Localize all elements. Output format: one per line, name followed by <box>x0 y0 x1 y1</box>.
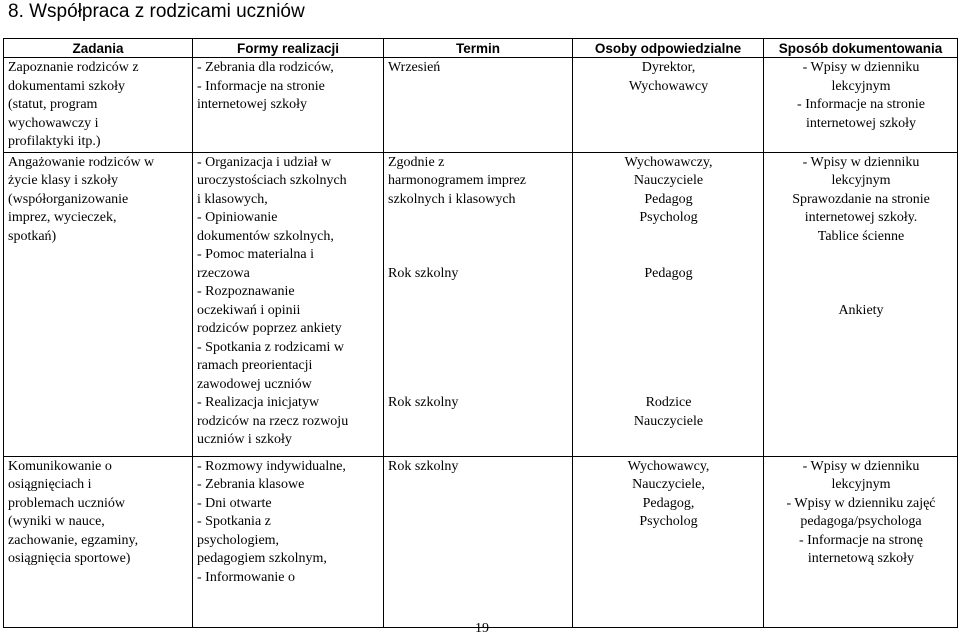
cell-text-line: profilaktyki itp.) <box>8 134 101 149</box>
cell-text-line: Nauczyciele <box>633 173 704 188</box>
cell-text-line: Psycholog <box>639 210 698 225</box>
cell-text-line: harmonogramem imprez <box>388 173 527 188</box>
cell-text-line: Pedagog <box>644 265 693 281</box>
cooperation-table <box>3 38 958 628</box>
page-number: 19 <box>475 621 489 636</box>
cell-text-line: zachowanie, egzaminy, <box>8 532 139 548</box>
cell-text-line: dokumentami szkoły <box>8 78 126 94</box>
cell-text-line: uroczystościach szkolnych <box>197 173 347 188</box>
cell-sposob-dokumentowania <box>764 152 958 456</box>
cell-text-line: Rok szkolny <box>388 265 459 281</box>
cell-text-line: Tablice ścienne <box>817 228 905 244</box>
cell-termin <box>384 58 573 153</box>
header-formy-realizacji: Formy realizacji <box>193 39 384 58</box>
cell-text-line: - Dni otwarte <box>197 495 272 511</box>
cell-text-line: internetowej szkoły <box>197 97 308 112</box>
cell-text-line: Wrzesień <box>388 60 441 75</box>
cell-text-line: Zapoznanie rodziców z <box>8 60 139 75</box>
cell-text-line: ramach preorientacji <box>197 358 313 373</box>
cell-text-line: wychowawczy i <box>8 115 99 131</box>
cell-text-line: imprez, wycieczek, <box>8 210 117 225</box>
cell-formy-realizacji <box>193 58 384 153</box>
cell-text-line: lekcyjnym <box>831 173 891 188</box>
cell-text-line: internetowej szkoły. <box>804 210 918 225</box>
cell-text-line: - Realizacja inicjatyw <box>197 395 320 410</box>
cell-text-line: Angażowanie rodziców w <box>8 154 155 170</box>
cell-zadania <box>4 456 193 627</box>
cell-text-line: rzeczowa <box>197 265 250 281</box>
cell-text-line: - Informacje na stronę <box>799 532 923 548</box>
cell-text-line: - Spotkania z rodzicami w <box>197 339 344 355</box>
cell-text-line: (statut, program <box>8 97 98 112</box>
cell-text-line: rodziców na rzecz rozwoju <box>197 413 349 429</box>
table-row <box>4 456 958 627</box>
cell-text-line: Nauczyciele <box>633 413 704 429</box>
cell-text-line: oczekiwań i opinii <box>197 302 301 318</box>
cell-text-line: Dyrektor, <box>641 60 696 75</box>
cell-text-line: - Wpisy w dzienniku zajęć <box>786 495 936 511</box>
cell-text-line: - Rozmowy indywidualne, <box>197 458 346 474</box>
cell-text-line: - Informacje na stronie <box>197 78 325 94</box>
cell-text-line: - Pomoc materialna i <box>197 247 315 262</box>
cell-text-line: Wychowawcy, <box>627 458 710 474</box>
cell-text-line: pedagoga/psychologa <box>800 514 922 529</box>
cell-text-line: szkolnych i klasowych <box>388 191 516 207</box>
table-header-row <box>4 39 958 58</box>
cell-text-line: Ankiety <box>838 302 884 318</box>
cell-osoby-odpowiedzialne <box>573 456 764 627</box>
cell-text-line: dokumentów szkolnych, <box>197 228 334 244</box>
cell-text-line: - Wpisy w dzienniku <box>802 60 920 75</box>
header-termin: Termin <box>384 39 573 58</box>
header-zadania: Zadania <box>4 39 193 58</box>
cell-text-line: Komunikowanie o <box>8 458 112 474</box>
cell-text-line: - Informowanie o <box>197 569 295 585</box>
cell-text-line: - Wpisy w dzienniku <box>802 154 920 170</box>
cell-text-line: - Rozpoznawanie <box>197 284 295 299</box>
cell-osoby-odpowiedzialne <box>573 152 764 456</box>
cell-formy-realizacji <box>193 456 384 627</box>
cell-termin <box>384 152 573 456</box>
cell-text-line: osiągnięcia sportowe) <box>8 551 131 566</box>
cell-text-line: Wychowawcy <box>628 78 709 94</box>
cell-zadania <box>4 152 193 456</box>
cell-text-line: Rok szkolny <box>388 458 459 474</box>
cell-text-line: Pedagog, <box>642 495 695 511</box>
cell-text-line: - Zebrania dla rodziców, <box>197 60 334 75</box>
cell-text-line: Rok szkolny <box>388 395 459 410</box>
cell-text-line: uczniów i szkoły <box>197 432 292 447</box>
cell-text-line: lekcyjnym <box>831 477 891 492</box>
cell-termin <box>384 456 573 627</box>
cell-text-line: internetową szkoły <box>807 551 915 566</box>
cell-text-line: - Spotkania z <box>197 514 271 529</box>
cell-text-line: Rodzice <box>645 395 692 410</box>
cell-text-line: - Wpisy w dzienniku <box>802 458 920 474</box>
cell-text-line: Wychowawczy, <box>624 154 713 170</box>
cell-text-line: życie klasy i szkoły <box>8 173 119 188</box>
cell-text-line: - Zebrania klasowe <box>197 477 305 492</box>
cell-text-line: Sprawozdanie na stronie <box>792 191 930 207</box>
cell-text-line: psychologiem, <box>197 532 280 548</box>
cell-sposob-dokumentowania <box>764 456 958 627</box>
cell-text-line: i klasowych, <box>197 191 268 207</box>
cell-text-line: osiągnięciach i <box>8 477 92 492</box>
section-title: 8. Współpraca z rodzicami uczniów <box>8 1 305 22</box>
cell-text-line: - Opiniowanie <box>197 210 278 225</box>
cell-osoby-odpowiedzialne <box>573 58 764 153</box>
cell-text-line: Nauczyciele, <box>632 477 705 492</box>
cell-text-line: Pedagog <box>644 191 693 207</box>
cell-text-line: rodziców poprzez ankiety <box>197 321 342 336</box>
cell-text-line: lekcyjnym <box>831 78 891 94</box>
cell-formy-realizacji <box>193 152 384 456</box>
cell-text-line: problemach uczniów <box>8 495 126 511</box>
table-row <box>4 58 958 153</box>
cell-text-line: (współorganizowanie <box>8 191 129 207</box>
cell-sposob-dokumentowania <box>764 58 958 153</box>
header-sposob-dokumentowania: Sposób dokumentowania <box>764 39 958 58</box>
table-row <box>4 152 958 456</box>
cell-text-line: internetowej szkoły <box>805 115 917 131</box>
header-osoby-odpowiedzialne: Osoby odpowiedzialne <box>573 39 764 58</box>
cell-text-line: spotkań) <box>8 228 57 244</box>
cell-text-line: Zgodnie z <box>388 154 445 170</box>
cell-text-line: - Informacje na stronie <box>797 97 925 112</box>
cell-text-line: Psycholog <box>639 514 698 529</box>
cell-text-line: - Organizacja i udział w <box>197 154 332 170</box>
cell-text-line: (wyniki w nauce, <box>8 514 105 529</box>
cell-text-line: pedagogiem szkolnym, <box>197 551 327 566</box>
cell-text-line: zawodowej uczniów <box>197 376 312 392</box>
cell-zadania <box>4 58 193 153</box>
